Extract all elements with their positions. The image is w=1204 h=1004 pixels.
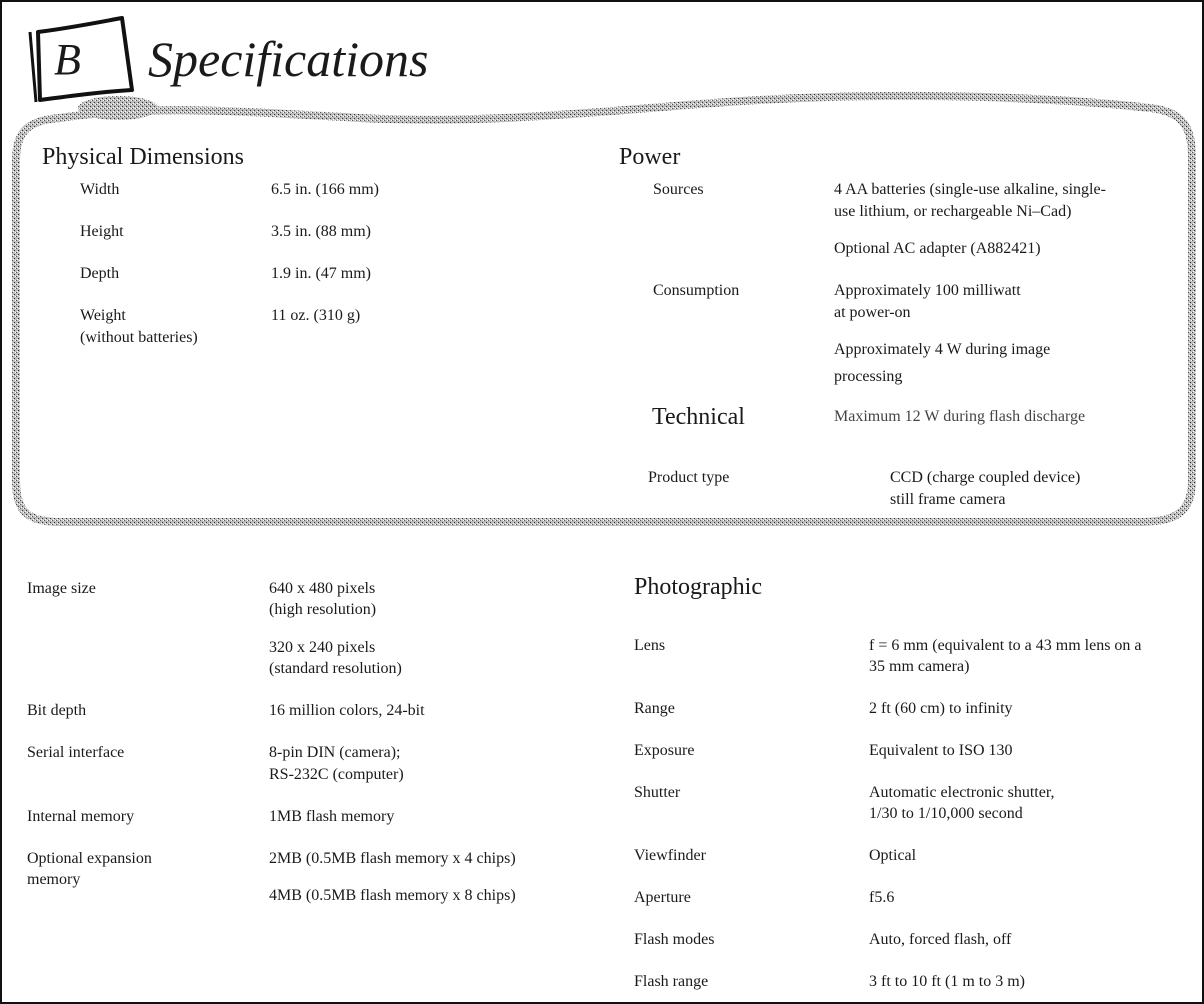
memory-value: 1MB flash memory: [269, 808, 395, 825]
page-title: Specifications: [148, 31, 429, 87]
appendix-letter: B: [54, 35, 81, 84]
viewfinder-value: Optical: [869, 847, 917, 864]
height-label: Height: [80, 223, 124, 240]
image-size-2b: (standard resolution): [269, 660, 402, 677]
image-size-1a: 640 x 480 pixels: [269, 580, 376, 597]
sources-line-2: use lithium, or rechargeable Ni–Cad): [834, 203, 1072, 220]
technical-heading: Technical: [652, 404, 745, 430]
bit-depth-label: Bit depth: [27, 702, 87, 719]
depth-value: 1.9 in. (47 mm): [271, 265, 371, 282]
image-size-2a: 320 x 240 pixels: [269, 639, 376, 656]
consumption-1a: Approximately 100 milliwatt: [834, 282, 1021, 299]
sources-adapter: Optional AC adapter (A882421): [834, 240, 1041, 257]
weight-value: 11 oz. (310 g): [271, 307, 361, 324]
height-value: 3.5 in. (88 mm): [271, 223, 371, 240]
serial-line-2: RS-232C (computer): [269, 766, 404, 783]
lens-line-1: f = 6 mm (equivalent to a 43 mm lens on a: [869, 637, 1142, 654]
shutter-line-2: 1/30 to 1/10,000 second: [869, 805, 1023, 822]
consumption-3: Maximum 12 W during flash discharge: [834, 408, 1086, 425]
expansion-label-1: Optional expansion: [27, 850, 152, 867]
image-size-1b: (high resolution): [269, 601, 377, 618]
weight-sublabel: (without batteries): [80, 329, 198, 346]
consumption-2b: processing: [834, 368, 903, 385]
viewfinder-label: Viewfinder: [634, 847, 706, 864]
photographic-heading: Photographic: [634, 574, 762, 600]
shutter-label: Shutter: [634, 784, 681, 801]
image-size-label: Image size: [27, 580, 96, 597]
range-label: Range: [634, 700, 675, 717]
consumption-1b: at power-on: [834, 304, 911, 321]
flash-range-label: Flash range: [634, 973, 709, 990]
flash-modes-value: Auto, forced flash, off: [869, 931, 1012, 948]
width-value: 6.5 in. (166 mm): [271, 181, 379, 198]
exposure-label: Exposure: [634, 742, 695, 759]
aperture-value: f5.6: [869, 889, 895, 906]
depth-label: Depth: [80, 265, 120, 282]
serial-label: Serial interface: [27, 744, 125, 761]
range-value: 2 ft (60 cm) to infinity: [869, 700, 1013, 717]
serial-line-1: 8-pin DIN (camera);: [269, 744, 401, 761]
product-type-label: Product type: [648, 469, 730, 486]
product-type-line-2: still frame camera: [890, 491, 1006, 508]
flash-range-value: 3 ft to 10 ft (1 m to 3 m): [869, 973, 1025, 990]
expansion-value-1: 2MB (0.5MB flash memory x 4 chips): [269, 850, 516, 867]
lens-label: Lens: [634, 637, 666, 654]
shutter-line-1: Automatic electronic shutter,: [869, 784, 1055, 801]
power-heading: Power: [619, 144, 681, 170]
memory-label: Internal memory: [27, 808, 135, 825]
flash-modes-label: Flash modes: [634, 931, 715, 948]
aperture-label: Aperture: [634, 889, 691, 906]
exposure-value: Equivalent to ISO 130: [869, 742, 1013, 759]
sources-label: Sources: [653, 181, 704, 198]
product-type-line-1: CCD (charge coupled device): [890, 469, 1081, 486]
sources-line-1: 4 AA batteries (single-use alkaline, single-: [834, 181, 1106, 198]
width-label: Width: [80, 181, 120, 198]
weight-label: Weight: [80, 307, 126, 324]
consumption-label: Consumption: [653, 282, 740, 299]
expansion-label-2: memory: [27, 871, 81, 888]
physical-heading: Physical Dimensions: [42, 144, 244, 170]
lens-line-2: 35 mm camera): [869, 658, 970, 675]
bit-depth-value: 16 million colors, 24-bit: [269, 702, 425, 719]
expansion-value-2: 4MB (0.5MB flash memory x 8 chips): [269, 887, 516, 904]
consumption-2a: Approximately 4 W during image: [834, 341, 1051, 358]
